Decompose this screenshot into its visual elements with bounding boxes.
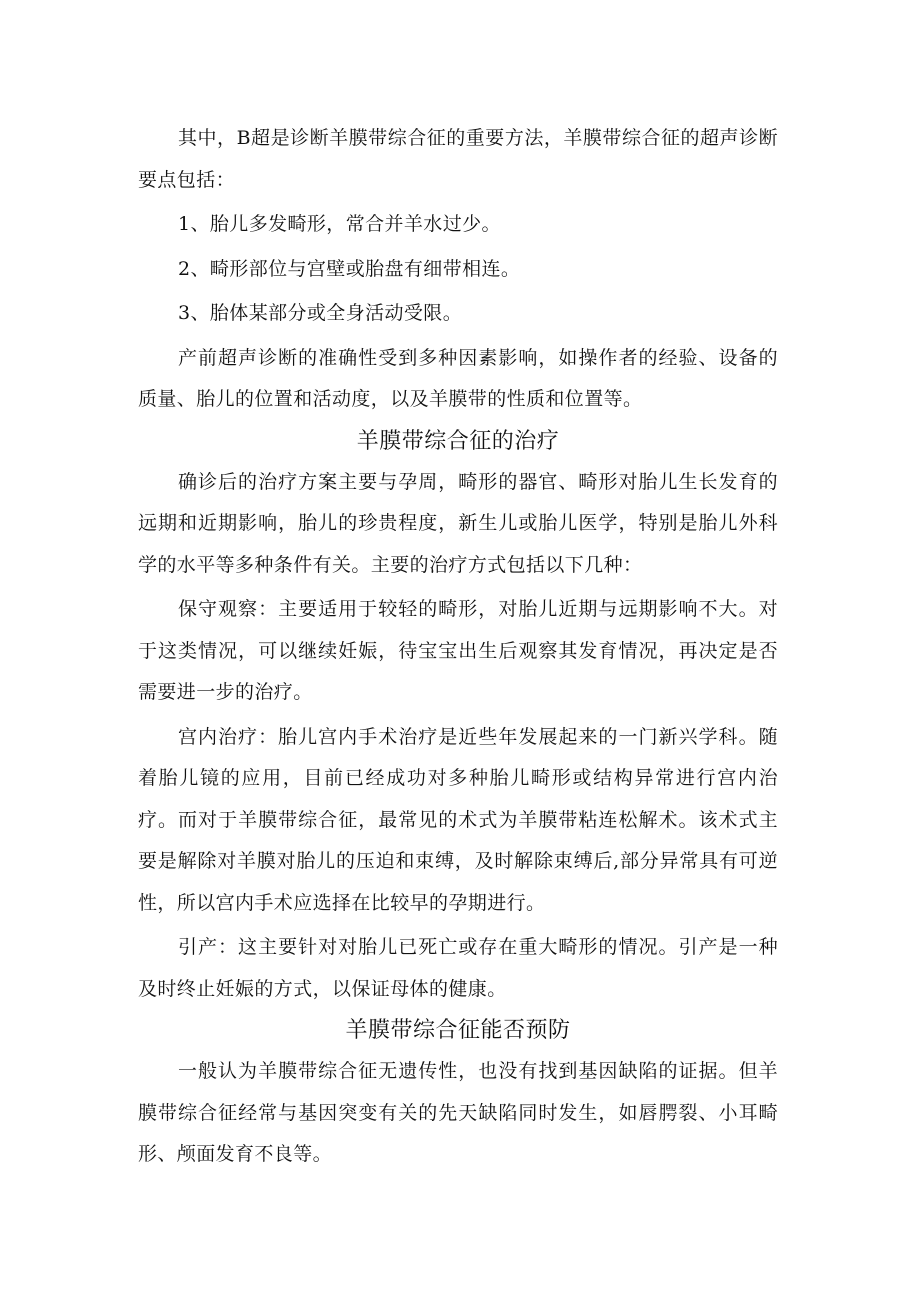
prevention-paragraph: 一般认为羊膜带综合征无遗传性，也没有找到基因缺陷的证据。但羊膜带综合征经常与基因突变有关的先天缺陷同时发生，如唇腭裂、小耳畸形、颅面发育不良等。 — [138, 1060, 778, 1165]
induction-paragraph: 引产：这主要针对对胎儿已死亡或存在重大畸形的情况。引产是一种及时终止妊娠的方式，以保证母体的健康。 — [138, 936, 778, 1000]
intrauterine-paragraph: 宫内治疗：胎儿宫内手术治疗是近些年发展起来的一门新兴学科。随着胎儿镜的应用，目前已经成功对多种胎儿畸形或结构异常进行宫内治疗。而对于羊膜带综合征，最常见的术式为羊膜带粘连松解术。该术式主要是解除对羊膜对胎儿的压迫和束缚，及时解除束缚后,部分异常具有可逆性，所以宫内手术应选择在比较早的孕期进行。 — [138, 725, 778, 914]
document-body — [138, 118, 778, 1176]
prevention-heading: 羊膜带综合征能否预防 — [345, 1018, 571, 1043]
treatment-heading: 羊膜带综合征的治疗 — [356, 428, 560, 454]
accuracy-paragraph: 产前超声诊断的准确性受到多种因素影响，如操作者的经验、设备的质量、胎儿的位置和活动度，以及羊膜带的性质和位置等。 — [138, 346, 778, 410]
intro-paragraph: 其中，B超是诊断羊膜带综合征的重要方法，羊膜带综合征的超声诊断要点包括： — [138, 127, 778, 191]
treatment-intro-paragraph: 确诊后的治疗方案主要与孕周，畸形的器官、畸形对胎儿生长发育的远期和近期影响，胎儿的珍贵程度，新生儿或胎儿医学，特别是胎儿外科学的水平等多种条件有关。主要的治疗方式包括以下几种： — [138, 470, 778, 576]
diagnosis-point-2: 2、畸形部位与宫壁或胎盘有细带相连。 — [178, 257, 521, 280]
observation-paragraph: 保守观察：主要适用于较轻的畸形，对胎儿近期与远期影响不大。对于这类情况，可以继续妊娠，待宝宝出生后观察其发育情况，再决定是否需要进一步的治疗。 — [138, 598, 778, 703]
diagnosis-point-3: 3、胎体某部分或全身活动受限。 — [178, 302, 463, 324]
diagnosis-point-1: 1、胎儿多发畸形，常合并羊水过少。 — [178, 213, 501, 235]
